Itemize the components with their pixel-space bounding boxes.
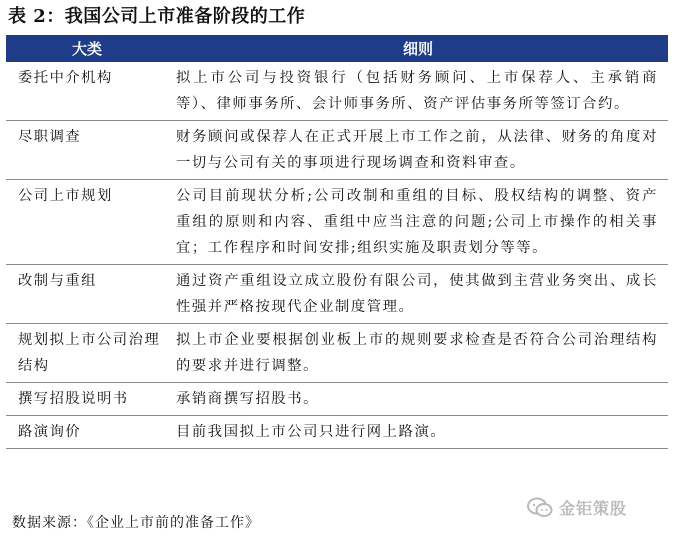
row-category: 委托中介机构 xyxy=(18,70,113,86)
table-row xyxy=(6,265,668,324)
row-detail: 通过资产重组设立成立股份有限公司，使其做到主营业务突出、成长性强并严格按现代企业制度管理。 xyxy=(176,273,658,315)
row-category: 改制与重组 xyxy=(18,273,97,289)
row-category: 尽职调查 xyxy=(18,129,82,145)
header-category: 大类 xyxy=(71,40,102,58)
row-category: 规划拟上市公司治理结构 xyxy=(18,332,161,374)
table-row xyxy=(6,121,668,180)
work-table xyxy=(6,35,668,449)
source-note: 数据来源：《企业上市前的准备工作》 xyxy=(12,515,260,531)
row-detail: 承销商撰写招股书。 xyxy=(176,391,320,407)
row-detail: 财务顾问或保荐人在正式开展上市工作之前，从法律、财务的角度对一切与公司有关的事项进行现场调查和资料审查。 xyxy=(176,129,658,171)
table-header xyxy=(6,35,668,62)
row-detail: 目前我国拟上市公司只进行网上路演。 xyxy=(176,424,447,440)
wechat-icon xyxy=(527,497,553,519)
table-row xyxy=(6,62,668,121)
row-category: 公司上市规划 xyxy=(18,188,113,204)
header-detail: 细则 xyxy=(402,40,433,58)
page-title: 表 2：我国公司上市准备阶段的工作 xyxy=(8,6,306,27)
watermark xyxy=(527,496,627,519)
table-row xyxy=(6,383,668,416)
row-detail: 拟上市公司与投资银行（包括财务顾问、上市保荐人、主承销商等）、律师事务所、会计师事务所、资产评估事务所等签订合约。 xyxy=(176,70,658,112)
watermark-text: 金钜策股 xyxy=(559,499,628,518)
row-detail: 公司目前现状分析;公司改制和重组的目标、股权结构的调整、资产重组的原则和内容、重组中应当注意的问题;公司上市操作的相关事宜；工作程序和时间安排;组织实施及职责划分等等。 xyxy=(176,188,658,256)
row-category: 撰写招股说明书 xyxy=(18,391,129,407)
table-row xyxy=(6,180,668,265)
row-category: 路演询价 xyxy=(18,424,82,440)
table-row xyxy=(6,416,668,449)
table-row xyxy=(6,324,668,383)
row-detail: 拟上市企业要根据创业板上市的规则要求检查是否符合公司治理结构的要求并进行调整。 xyxy=(176,332,658,374)
